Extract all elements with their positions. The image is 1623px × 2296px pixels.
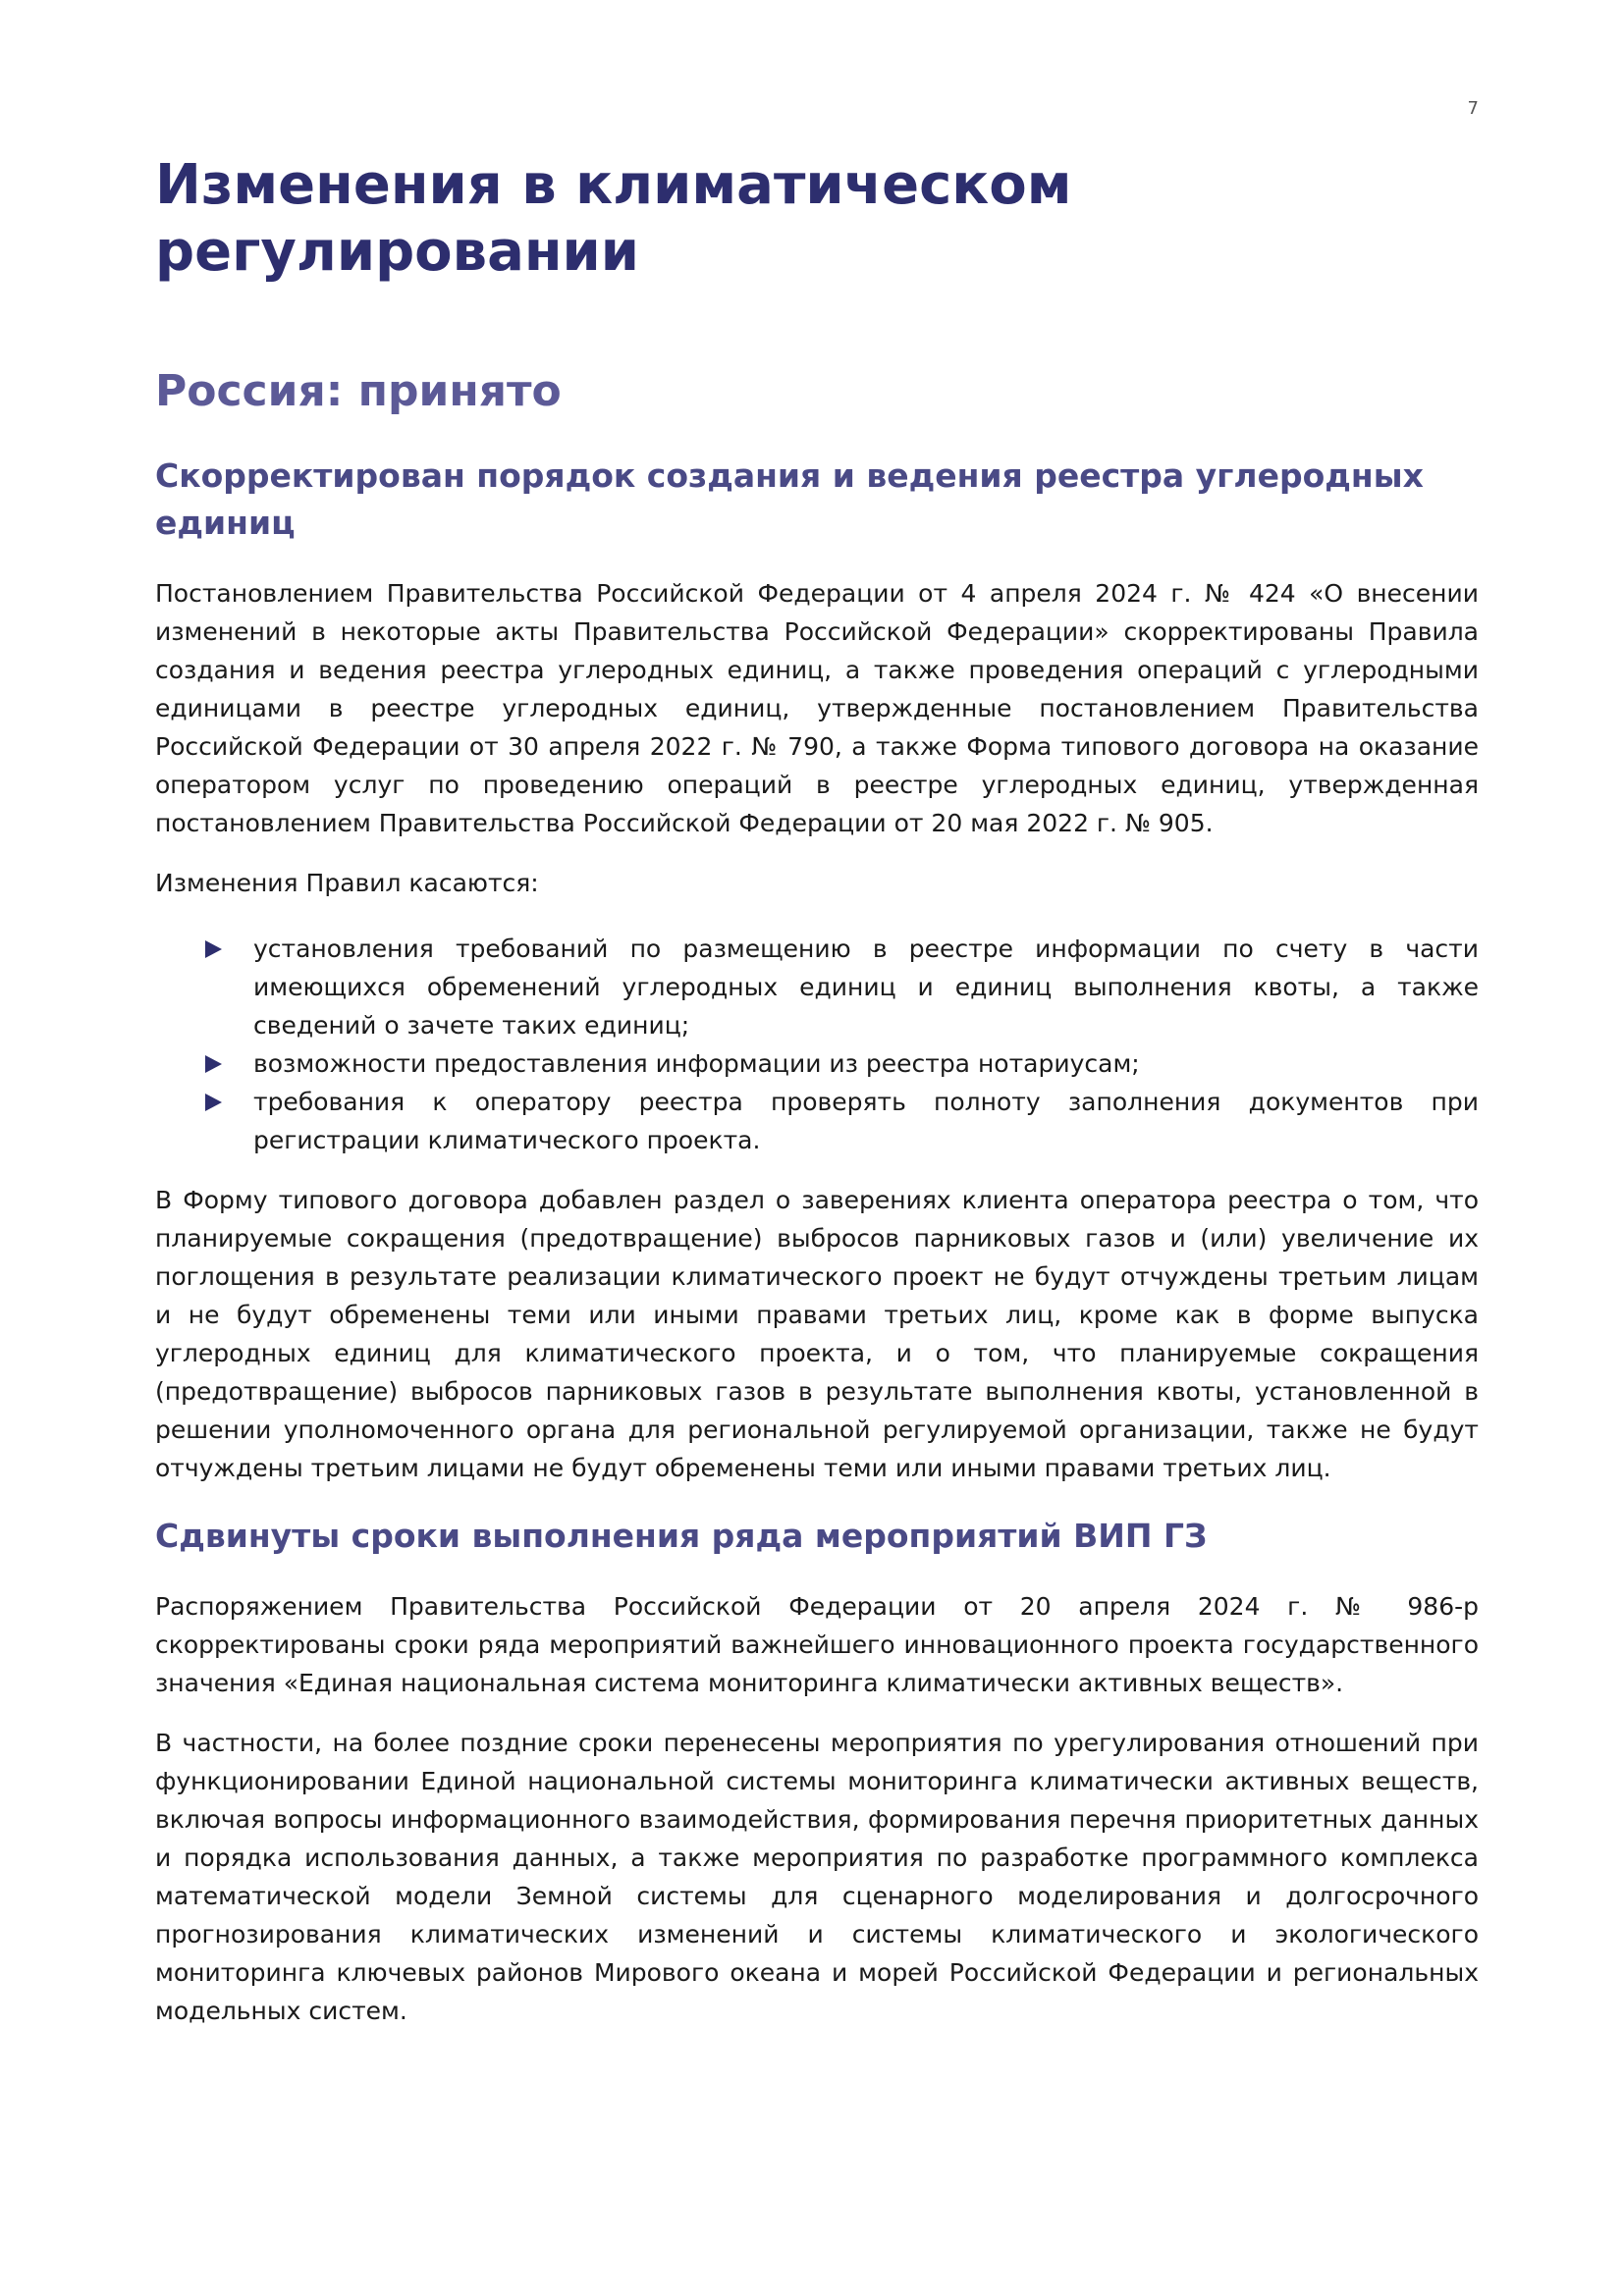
triangle-bullet-icon xyxy=(205,940,222,958)
section-heading: Россия: принято xyxy=(155,366,562,416)
triangle-bullet-icon xyxy=(205,1055,222,1073)
page-title: Изменения в климатическом регулировании xyxy=(155,153,1072,284)
page-content xyxy=(155,152,1479,2030)
list-item xyxy=(155,1044,1479,1083)
list-item xyxy=(155,930,1479,1044)
list-item xyxy=(155,1083,1479,1159)
list-item-text: возможности предоставления информации из реестра нотариусам; xyxy=(253,1049,1140,1078)
paragraph-vip-gz-decree: Распоряжением Правительства Российской Федерации от 20 апреля 2024 г. № 986-р скорректированы сроки ряда мероприятий важнейшего инновационного проекта государственного значения «Единая национальная система мониторинга климатически активных веществ». xyxy=(155,1592,1479,1697)
list-item-text: требования к оператору реестра проверять полноту заполнения документов при регистрации климатического проекта. xyxy=(253,1088,1479,1154)
subsection-heading-vip-gz: Сдвинуты сроки выполнения ряда мероприятий ВИП ГЗ xyxy=(155,1517,1208,1555)
list-item-text: установления требований по размещению в реестре информации по счету в части имеющихся обременений углеродных единиц и единиц выполнения квоты, а также сведений о зачете таких единиц; xyxy=(253,934,1479,1040)
changes-list xyxy=(155,930,1479,1159)
paragraph-registry-decree: Постановлением Правительства Российской Федерации от 4 апреля 2024 г. № 424 «О внесении изменений в некоторые акты Правительства Российской Федерации» скорректированы Правила создания и ведения реестра углеродных единиц, а также проведения операций с углеродными единицами в реестре углеродных единиц, утвержденные постановлением Правительства Российской Федерации от 30 апреля 2022 г. № 790, а также Форма типового договора на оказание оператором услуг по проведению операций в реестре углеродных единиц, утвержденная постановлением Правительства Российской Федерации от 20 мая 2022 г. № 905. xyxy=(155,579,1479,837)
paragraph-vip-gz-details: В частности, на более поздние сроки перенесены мероприятия по урегулирования отношений при функционировании Единой национальной системы мониторинга климатически активных веществ, включая вопросы информационного взаимодействия, формирования перечня приоритетных данных и порядка использования данных, а также мероприятия по разработке программного комплекса математической модели Земной системы для сценарного моделирования и долгосрочного прогнозирования климатических изменений и системы климатического и экологического мониторинга ключевых районов Мирового океана и морей Российской Федерации и региональных модельных систем. xyxy=(155,1729,1479,2025)
paragraph-contract-form: В Форму типового договора добавлен раздел о заверениях клиента оператора реестра о том, что планируемые сокращения (предотвращение) выбросов парниковых газов и (или) увеличение их поглощения в результате реализации климатического проект не будут отчуждены третьим лицам и не будут обременены теми или иными правами третьих лиц, кроме как в форме выпуска углеродных единиц для климатического проекта, и о том, что планируемые сокращения (предотвращение) выбросов парниковых газов в результате выполнения квоты, установленной в решении уполномоченного органа для региональной регулируемой организации, также не будут отчуждены третьим лицами не будут обременены теми или иными правами третьих лиц. xyxy=(155,1186,1479,1482)
list-intro: Изменения Правил касаются: xyxy=(155,869,539,897)
triangle-bullet-icon xyxy=(205,1094,222,1111)
page-number: 7 xyxy=(1467,98,1479,119)
subsection-heading-registry: Скорректирован порядок создания и ведения реестра углеродных единиц xyxy=(155,456,1424,542)
